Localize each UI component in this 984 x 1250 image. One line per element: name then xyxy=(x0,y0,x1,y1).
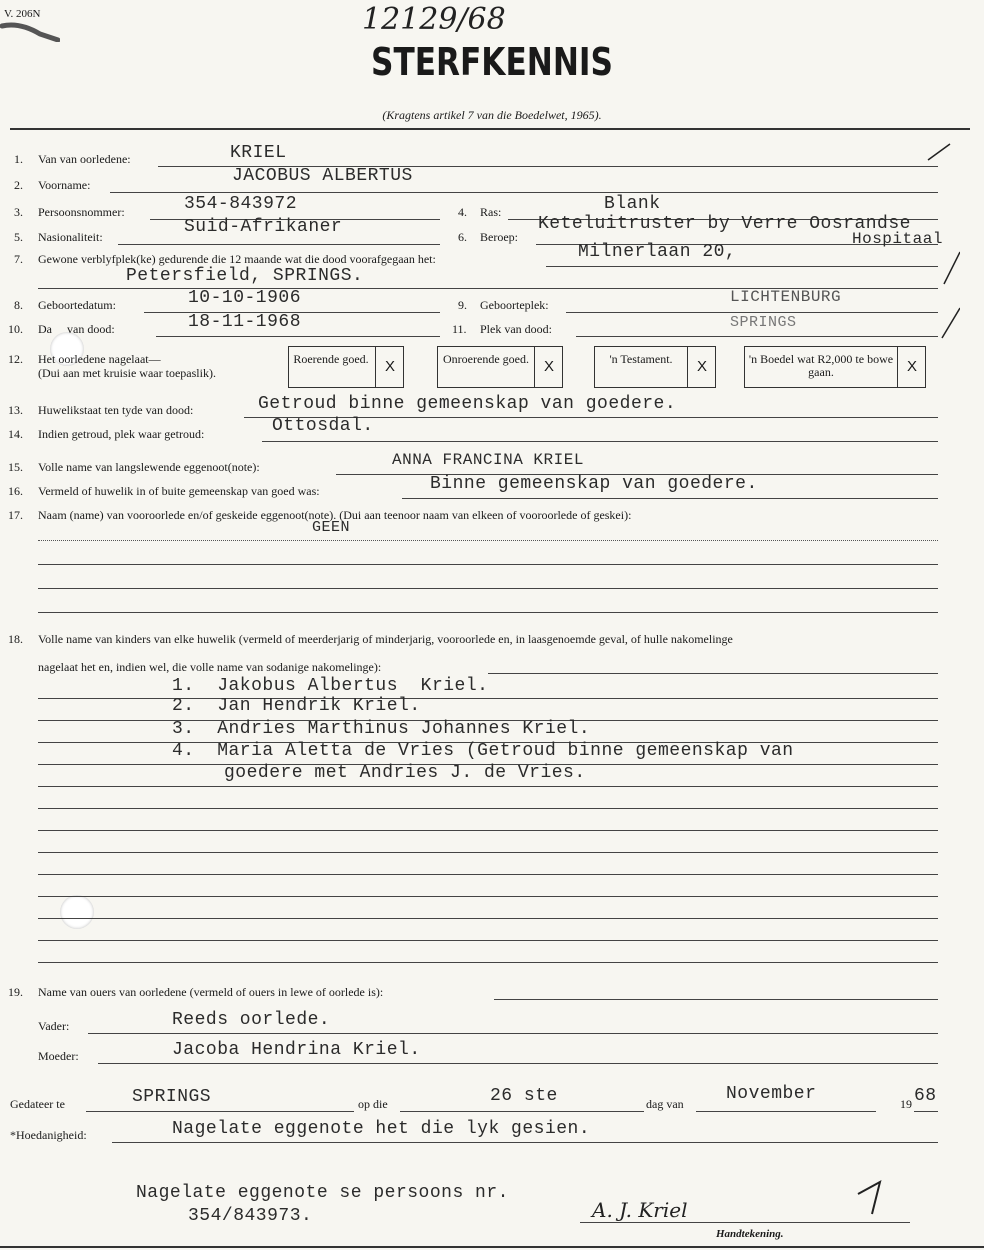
field-9-num: 9. xyxy=(458,298,467,312)
field-19-num: 19. xyxy=(8,985,23,999)
field-6-num: 6. xyxy=(458,230,467,244)
estate-box-label: 'n Testament. xyxy=(609,352,673,366)
parents-label: Name van ouers van oorledene (vermeld of ouers in lewe of oorlede is): xyxy=(38,985,384,999)
dated-day: 26 ste xyxy=(490,1086,558,1106)
estate-box-mark: X xyxy=(897,347,926,387)
dated-month: November xyxy=(726,1084,817,1104)
margin-tick-mark xyxy=(854,1180,894,1216)
nationality-value: Suid-Afrikaner xyxy=(184,217,343,237)
field-5-num: 5. xyxy=(14,230,23,244)
dated-month-label: dag van xyxy=(646,1097,684,1111)
estate-box-over-r2000 xyxy=(744,346,926,388)
paper-clip-mark xyxy=(0,20,60,42)
field-15-num: 15. xyxy=(8,460,23,474)
child-4: 4. Maria Aletta de Vries (Getroud binne gemeenskap van xyxy=(172,741,794,761)
field-16-num: 16. xyxy=(8,484,23,498)
estate-box-testament xyxy=(594,346,716,388)
estate-box-mark: X xyxy=(534,347,563,387)
file-number: 12129/68 xyxy=(362,2,506,37)
field-8-num: 8. xyxy=(14,298,23,312)
field-4-num: 4. xyxy=(458,205,467,219)
field-11-num: 11. xyxy=(452,322,467,336)
estate-box-label: 'n Boedel wat R2,000 te bowe gaan. xyxy=(748,352,894,379)
subtitle: (Kragtens artikel 7 van die Boedelwet, 1965). xyxy=(382,108,602,122)
capacity-value: Nagelate eggenote het die lyk gesien. xyxy=(172,1119,591,1139)
occupation-label: Beroep: xyxy=(480,230,518,244)
field-17-num: 17. xyxy=(8,508,23,522)
occupation-value: Keteluitruster by Verre Oosrandse xyxy=(538,214,911,234)
spouse-id-number: 354/843973. xyxy=(188,1206,313,1226)
child-3: 3. Andries Marthinus Johannes Kriel. xyxy=(172,719,591,739)
residence-value-line2: Petersfield, SPRINGS. xyxy=(126,266,364,286)
field-14-num: 14. xyxy=(8,427,23,441)
estate-box-movable xyxy=(288,346,404,388)
field-13-num: 13. xyxy=(8,403,23,417)
community-value: Binne gemeenskap van goedere. xyxy=(430,474,758,494)
field-7-num: 7. xyxy=(14,252,23,266)
residence-value: Milnerlaan 20, xyxy=(578,242,737,262)
nationality-label: Nasionaliteit: xyxy=(38,230,103,244)
community-label: Vermeld of huwelik in of buite gemeenskap van goed was: xyxy=(38,484,320,498)
marriage-place-label: Indien getroud, plek waar getroud: xyxy=(38,427,205,441)
death-date-value: 18-11-1968 xyxy=(188,312,302,332)
dated-place: SPRINGS xyxy=(132,1087,212,1107)
marital-status-label: Huwelikstaat ten tyde van dood: xyxy=(38,403,194,417)
spouse-value: ANNA FRANCINA KRIEL xyxy=(392,451,584,469)
occupation-value-line2: Hospitaal xyxy=(852,230,943,248)
death-place-value: SPRINGS xyxy=(730,314,797,331)
predeceased-spouse-label: Naam (name) van vooroorlede en/of geskeide eggenoot(note). (Dui aan teenoor naam van elkeen of vooroorlede of geskei): xyxy=(38,508,632,522)
death-place-label: Plek van dood: xyxy=(480,322,552,336)
punch-hole xyxy=(60,895,94,929)
child-2: 2. Jan Hendrik Kriel. xyxy=(172,696,421,716)
children-label-line2: nagelaat het en, indien wel, die volle name van sodanige nakomelinge): xyxy=(38,660,382,674)
birth-date-label: Geboortedatum: xyxy=(38,298,116,312)
field-2-num: 2. xyxy=(14,178,23,192)
field-3-num: 3. xyxy=(14,205,23,219)
form-code: V. 206N xyxy=(4,8,41,20)
death-date-label: Da van dood: xyxy=(38,322,115,336)
race-label: Ras: xyxy=(480,205,502,219)
field-12-num: 12. xyxy=(8,352,23,366)
child-1: 1. Jakobus Albertus Kriel. xyxy=(172,676,489,696)
estate-box-mark: X xyxy=(687,347,716,387)
spouse-label: Volle name van langslewende eggenoot(note): xyxy=(38,460,260,474)
dated-year-prefix: 19 xyxy=(900,1097,912,1111)
father-label: Vader: xyxy=(38,1019,70,1033)
estate-box-mark: X xyxy=(375,347,404,387)
capacity-label: *Hoedanigheid: xyxy=(10,1128,87,1142)
estate-left-label: Het oorledene nagelaat— xyxy=(38,352,161,366)
estate-left-hint: (Dui aan met kruisie waar toepaslik). xyxy=(38,366,216,380)
birth-place-label: Geboorteplek: xyxy=(480,298,549,312)
mother-value: Jacoba Hendrina Kriel. xyxy=(172,1040,421,1060)
field-10-num: 10. xyxy=(8,322,23,336)
margin-tick-marks xyxy=(920,142,960,342)
id-number-value: 354-843972 xyxy=(184,194,298,214)
id-number-label: Persoonsnommer: xyxy=(38,205,125,219)
children-label: Volle name van kinders van elke huwelik (vermeld of meerderjarig of minderjarig, vooroorlede en, in laasgenoemde geval, of hulle nakomelinge xyxy=(38,632,733,646)
estate-box-label: Onroerende goed. xyxy=(443,352,529,366)
birth-date-value: 10-10-1906 xyxy=(188,288,302,308)
surname-value: KRIEL xyxy=(230,143,287,163)
father-value: Reeds oorlede. xyxy=(172,1010,331,1030)
dated-on-label: op die xyxy=(358,1097,388,1111)
birth-place-value: LICHTENBURG xyxy=(730,288,842,306)
field-18-num: 18. xyxy=(8,632,23,646)
surname-label: Van van oorledene: xyxy=(38,152,131,166)
page-title: STERFKENNIS xyxy=(371,40,613,84)
signature: A. J. Kriel xyxy=(592,1198,688,1222)
residence-label: Gewone verblyfplek(ke) gedurende die 12 maande wat die dood voorafgegaan het: xyxy=(38,252,436,266)
dated-at-label: Gedateer te xyxy=(10,1097,65,1111)
dated-year-suffix: 68 xyxy=(914,1086,937,1106)
predeceased-spouse-value: GEEN xyxy=(312,519,351,536)
top-rule xyxy=(10,128,970,130)
race-value: Blank xyxy=(604,194,661,214)
marriage-place-value: Ottosdal. xyxy=(272,416,374,436)
first-names-value: JACOBUS ALBERTUS xyxy=(232,166,413,186)
first-names-label: Voorname: xyxy=(38,178,91,192)
estate-box-immovable xyxy=(437,346,563,388)
child-4-continued: goedere met Andries J. de Vries. xyxy=(224,763,586,783)
spouse-id-note: Nagelate eggenote se persoons nr. xyxy=(136,1183,509,1203)
mother-label: Moeder: xyxy=(38,1049,79,1063)
signature-label: Handtekening. xyxy=(716,1228,784,1240)
marital-status-value: Getroud binne gemeenskap van goedere. xyxy=(258,394,677,414)
field-1-num: 1. xyxy=(14,152,23,166)
estate-box-label: Roerende goed. xyxy=(293,352,369,366)
